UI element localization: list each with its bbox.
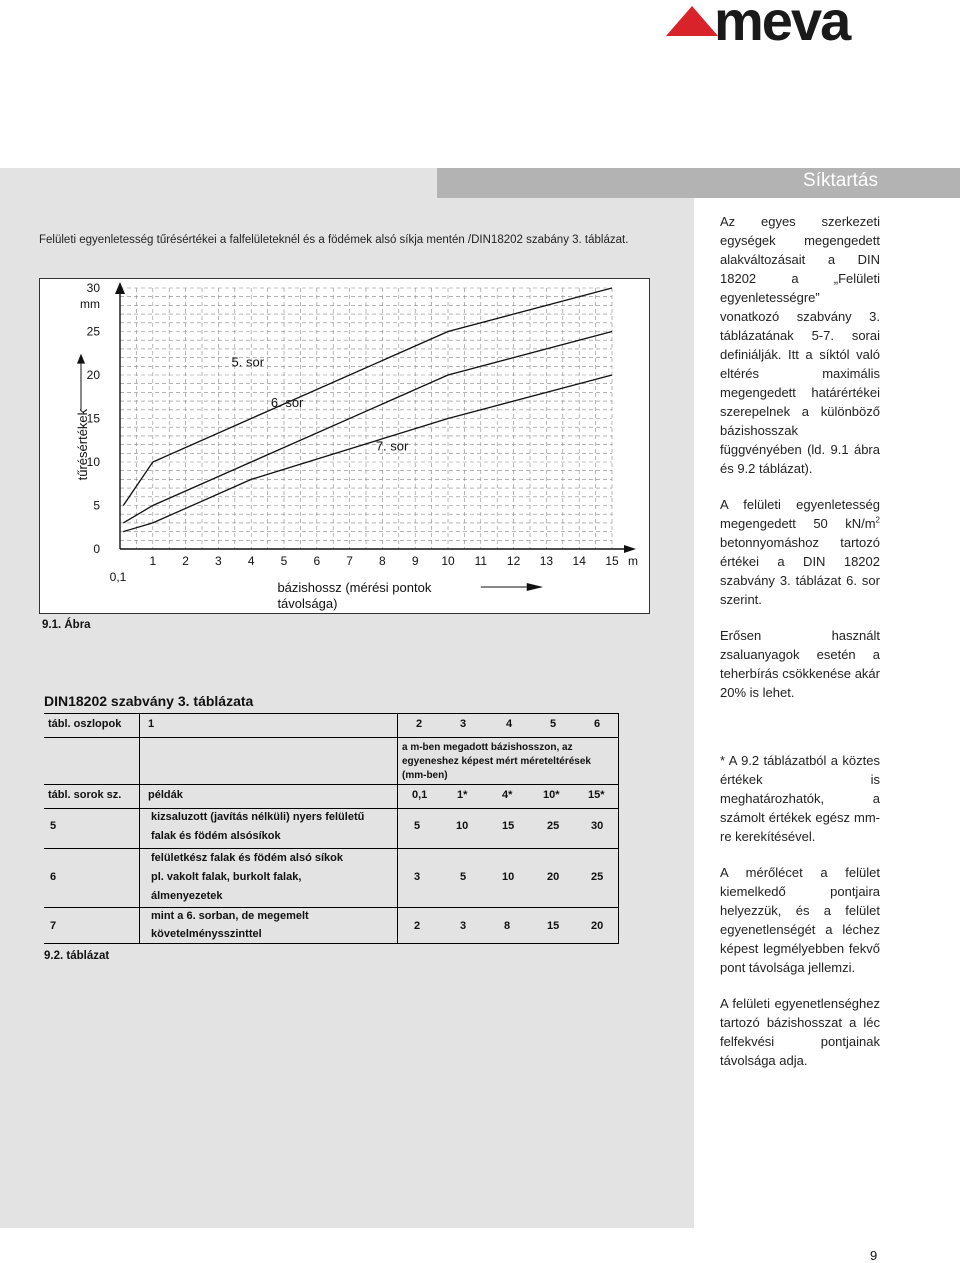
x-tick-label: 15 [605,554,619,568]
y-tick-label: 0 [93,542,100,556]
table-note: a m-ben megadott bázishosszon, az egyeneshez képest mért méreteltérések (mm-ben) [402,742,591,781]
x-tick-label: 10 [441,554,455,568]
y-axis-label: tűrésértékek [75,408,90,481]
y-tick-label: 5 [93,498,100,513]
col-number-3: 3 [460,718,467,730]
row-num-5: 5 [50,820,57,832]
y-tick-label: 25 [86,324,100,339]
row-5-val-5: 30 [591,820,604,832]
x-tick-label: 1 [149,554,157,568]
sidebar-paragraph-3: Erősen használt zsaluanyagok esetén a teherbírás csökkenése akár 20% is lehet. [720,628,880,700]
y-label-arrow-icon [77,354,85,364]
y-tick-label: 10 [86,455,100,469]
section-title: Síktartás [803,170,878,191]
row-num-6: 6 [50,871,57,883]
col-number-6: 6 [594,718,601,730]
row-7-val-3: 8 [504,920,511,932]
base-value-1: 0,1 [412,789,428,801]
row-header-label: tábl. sorok sz. [48,789,122,801]
col-number-4: 4 [506,718,513,730]
row-6-line-3: álmenyezetek [151,890,223,902]
row-6-val-4: 20 [547,871,560,883]
sidebar-paragraph-5: A mérőlécet a felület kiemelkedő pontjaira helyezzük, és a felület egyenetlenségét a léchez képest legmélyebben fekvő pont távolsága jellemzi. [720,865,880,975]
row-5-val-4: 25 [547,820,560,832]
series-label-6: 6. sor [270,395,304,411]
page-number: 9 [870,1248,878,1263]
series-label-7: 7. sor [375,438,409,454]
figure-label: 9.1. Ábra [42,619,91,631]
row-5-val-3: 15 [502,820,515,832]
logo-text: meva [714,0,850,52]
x-tick-label: 4 [247,554,255,568]
y-tick-label: 20 [86,368,100,382]
base-value-3: 4* [502,789,513,801]
x-tick-label: 14 [572,554,586,568]
sidebar-bottom [720,751,880,1087]
row-7-line-1: mint a 6. sorban, de megemelt [151,910,309,922]
figure-caption: Felületi egyenletesség tűrésértékei a falfelületeknél és a födémek alsó síkja mentén /DIN18202 szabány 3. táblázat. [39,234,629,246]
sidebar-paragraph-6: A felületi egyenetlenséghez tartozó bázishosszat a léc felfekvési pontjainak távolsága adja. [720,996,880,1068]
sidebar-paragraph-4: * A 9.2 táblázatból a köztes értékek is meghatározhatók, a számolt értékek egész mm-re kerekítésével. [720,753,880,844]
sidebar-paragraph-1: Az egyes szerkezeti egységek megengedett alakváltozásait a DIN 18202 a „Felületi egyenletességre” vonatkozó szabvány 3. táblázatának 5-7. sorai definiálják. Itt a síktól való eltérés maximális megengedett határértékei szerepelnek a különböző bázishosszak függvényében (ld. 9.1 ábra és 9.2 táblázat). [720,214,880,476]
row-6-val-1: 3 [414,871,421,883]
base-value-5: 15* [588,789,605,801]
x-tick-label: 9 [411,554,419,568]
sidebar-paragraph-2: A felületi egyenletesség megengedett 50 $kN/m^2$ betonnyomáshoz tartozó értékei a DIN 18202 szabvány 3. táblázat 6. sor szerint. [720,497,880,607]
x-tick-label: 5 [280,554,288,568]
row-num-7: 7 [50,920,57,932]
x-tick-label-first: 0,1 [109,570,127,584]
row-7-val-5: 20 [591,920,604,932]
x-tick-label: 11 [474,554,488,568]
row-5-line-1: kizsaluzott (javítás nélküli) nyers felületű [151,811,365,823]
row-6-line-2: pl. vakolt falak, burkolt falak, [151,871,302,883]
col-header-label: tábl. oszlopok [48,718,122,730]
base-value-2: 1* [457,789,468,801]
base-value-4: 10* [543,789,560,801]
col-number-5: 5 [550,718,557,730]
x-axis-label-line-1: bázishossz (mérési pontok [277,580,432,595]
x-tick-label: 8 [379,554,386,568]
x-tick-label: 13 [539,554,554,568]
x-axis-label-line-2: távolsága) [277,596,338,611]
x-label-arrow-icon [527,583,543,591]
row-7-val-4: 15 [547,920,560,932]
row-6-val-3: 10 [502,871,515,883]
table-caption: 9.2. táblázat [44,950,110,962]
y-tick-label: 30 [86,281,100,295]
y-tick-label: 15 [86,411,100,426]
x-tick-label: 3 [215,554,222,568]
x-axis-arrow-icon [624,545,636,553]
row-5-line-2: falak és födém alsósíkok [151,830,281,842]
x-tick-label: 6 [313,554,321,568]
x-tick-label: 12 [506,554,521,568]
series-label-5: 5. sor [231,354,265,370]
meva-logo [666,0,878,52]
col-number-1: 1 [148,718,155,730]
row-6-val-5: 25 [591,871,604,883]
table-heading: DIN18202 szabvány 3. táblázata [44,693,254,709]
row-7-val-2: 3 [460,920,467,932]
tolerance-chart [39,278,650,614]
section-header-bar [437,168,960,198]
logo-triangle-icon [666,6,718,36]
sidebar-top [720,212,880,719]
row-7-line-2: követelménysszinttel [151,928,262,940]
x-tick-label: 2 [182,554,189,568]
x-unit-label: m [628,554,638,568]
examples-label: példák [148,789,183,801]
row-5-val-1: 5 [414,820,421,832]
row-6-val-2: 5 [460,871,467,883]
col-number-2: 2 [416,718,423,730]
series-line-5 [123,288,612,506]
row-5-val-2: 10 [456,820,469,832]
y-unit-label: mm [80,297,100,311]
x-tick-label: 7 [346,554,353,568]
row-7-val-1: 2 [414,920,421,932]
row-6-line-1: felületkész falak és födém alsó síkok [151,852,343,864]
